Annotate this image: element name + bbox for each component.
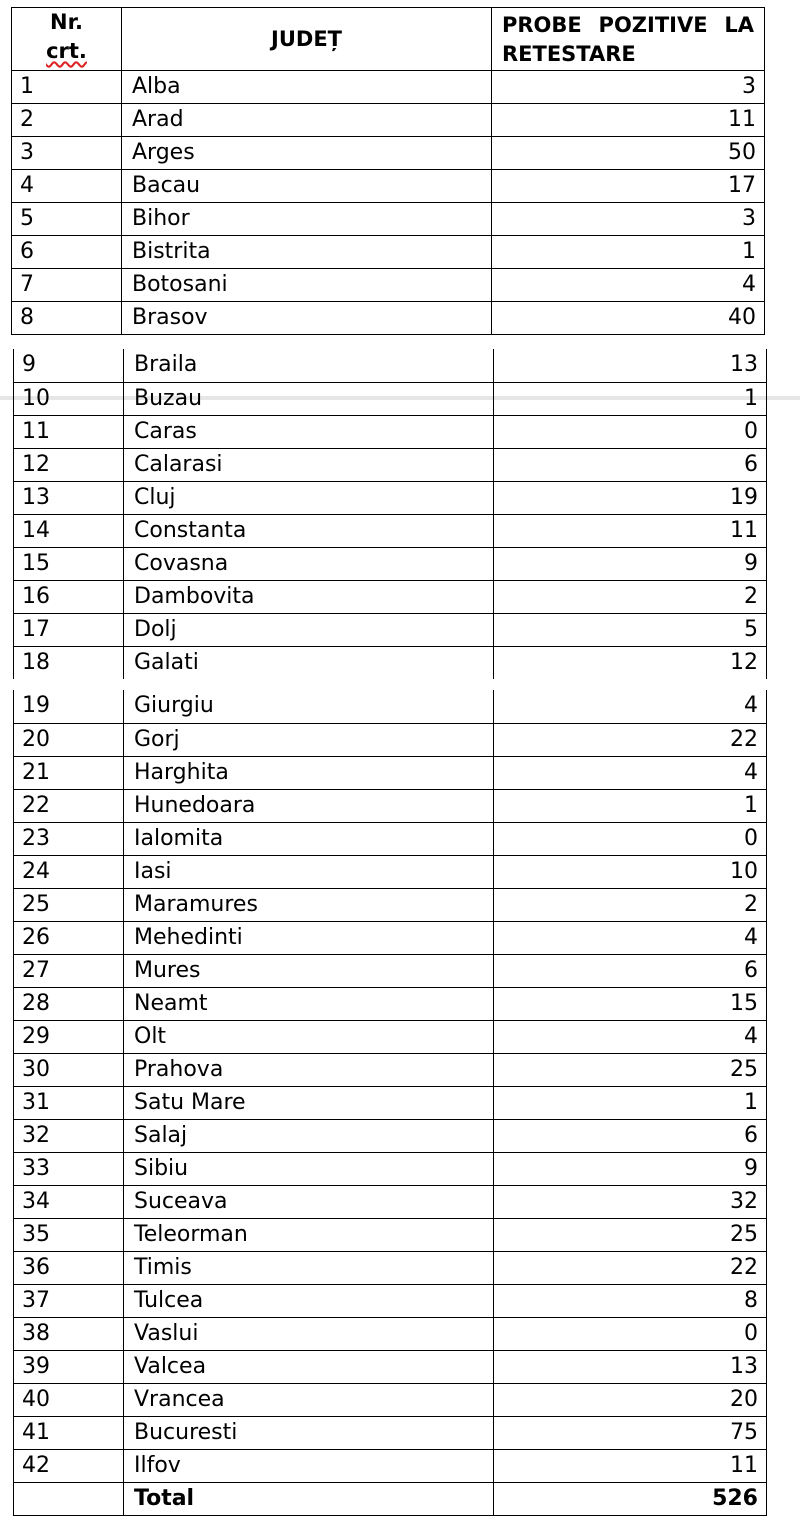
- table-row: [12, 302, 765, 335]
- row-probe-cell: 6: [494, 1119, 767, 1152]
- table-row: [14, 1119, 767, 1152]
- table-row: [14, 481, 767, 514]
- table-row: [14, 1020, 767, 1053]
- row-judet-cell: Satu Mare: [124, 1086, 494, 1119]
- table-row: [14, 987, 767, 1020]
- row-judet-cell: Neamt: [124, 987, 494, 1020]
- row-judet-cell: Salaj: [124, 1119, 494, 1152]
- table-row: [14, 1449, 767, 1482]
- row-probe-cell: 40: [492, 302, 765, 335]
- row-judet-cell: Vrancea: [124, 1383, 494, 1416]
- row-probe-cell: 10: [494, 855, 767, 888]
- table-row: [12, 104, 765, 137]
- row-judet-cell: Prahova: [124, 1053, 494, 1086]
- table-row: [14, 921, 767, 954]
- row-nr-cell: 5: [12, 203, 122, 236]
- row-nr-cell: 9: [14, 349, 124, 382]
- row-probe-cell: 13: [494, 349, 767, 382]
- row-nr-cell: 22: [14, 789, 124, 822]
- table-row: [14, 349, 767, 382]
- row-nr-cell: 11: [14, 415, 124, 448]
- row-nr-cell: 39: [14, 1350, 124, 1383]
- row-probe-cell: 9: [494, 547, 767, 580]
- row-judet-cell: Hunedoara: [124, 789, 494, 822]
- total-value: 526: [494, 1482, 767, 1515]
- table-row: [14, 1152, 767, 1185]
- row-nr-cell: 23: [14, 822, 124, 855]
- row-probe-cell: 15: [494, 987, 767, 1020]
- table-row: [14, 1251, 767, 1284]
- table-header-row: [12, 8, 765, 71]
- table-segment-3: [13, 690, 767, 1516]
- row-judet-cell: Sibiu: [124, 1152, 494, 1185]
- table-row: [14, 1383, 767, 1416]
- table-row: [14, 415, 767, 448]
- row-nr-cell: 31: [14, 1086, 124, 1119]
- table-row: [14, 382, 767, 415]
- row-probe-cell: 8: [494, 1284, 767, 1317]
- row-probe-cell: 11: [494, 1449, 767, 1482]
- row-probe-cell: 4: [494, 1020, 767, 1053]
- row-judet-cell: Dolj: [124, 613, 494, 646]
- row-judet-cell: Harghita: [124, 756, 494, 789]
- row-nr-cell: 28: [14, 987, 124, 1020]
- row-nr-cell: 3: [12, 137, 122, 170]
- table-row: [12, 269, 765, 302]
- row-judet-cell: Galati: [124, 646, 494, 679]
- row-nr-cell: 19: [14, 690, 124, 723]
- table-row: [14, 1317, 767, 1350]
- row-judet-cell: Calarasi: [124, 448, 494, 481]
- row-judet-cell: Teleorman: [124, 1218, 494, 1251]
- row-probe-cell: 22: [494, 723, 767, 756]
- row-nr-cell: 12: [14, 448, 124, 481]
- row-nr-cell: 6: [12, 236, 122, 269]
- row-nr-cell: 1: [12, 71, 122, 104]
- table-row: [12, 203, 765, 236]
- table-row: [14, 514, 767, 547]
- row-probe-cell: 19: [494, 481, 767, 514]
- total-nr-cell: [14, 1482, 124, 1515]
- row-probe-cell: 0: [494, 415, 767, 448]
- row-nr-cell: 24: [14, 855, 124, 888]
- table-row: [14, 1086, 767, 1119]
- row-judet-cell: Arad: [122, 104, 492, 137]
- row-probe-cell: 17: [492, 170, 765, 203]
- row-probe-cell: 1: [494, 1086, 767, 1119]
- row-nr-cell: 14: [14, 514, 124, 547]
- row-judet-cell: Bacau: [122, 170, 492, 203]
- table-row: [14, 547, 767, 580]
- row-nr-cell: 37: [14, 1284, 124, 1317]
- table-row: [14, 954, 767, 987]
- row-probe-cell: 50: [492, 137, 765, 170]
- row-nr-cell: 29: [14, 1020, 124, 1053]
- header-nr-line2: crt.: [46, 39, 87, 63]
- table-row: [14, 1185, 767, 1218]
- row-nr-cell: 4: [12, 170, 122, 203]
- row-probe-cell: 13: [494, 1350, 767, 1383]
- table-row: [14, 1350, 767, 1383]
- table-row: [12, 71, 765, 104]
- row-judet-cell: Cluj: [124, 481, 494, 514]
- row-probe-cell: 6: [494, 954, 767, 987]
- table-row: [14, 1053, 767, 1086]
- table-row: [12, 137, 765, 170]
- row-judet-cell: Suceava: [124, 1185, 494, 1218]
- table-row: [14, 855, 767, 888]
- row-judet-cell: Buzau: [124, 382, 494, 415]
- row-judet-cell: Bistrita: [122, 236, 492, 269]
- row-probe-cell: 9: [494, 1152, 767, 1185]
- row-probe-cell: 3: [492, 71, 765, 104]
- row-probe-cell: 75: [494, 1416, 767, 1449]
- row-probe-cell: 1: [494, 789, 767, 822]
- row-probe-cell: 2: [494, 888, 767, 921]
- row-probe-cell: 4: [494, 921, 767, 954]
- row-judet-cell: Mehedinti: [124, 921, 494, 954]
- row-judet-cell: Braila: [124, 349, 494, 382]
- table-row: [12, 170, 765, 203]
- row-judet-cell: Dambovita: [124, 580, 494, 613]
- row-nr-cell: 7: [12, 269, 122, 302]
- row-judet-cell: Ialomita: [124, 822, 494, 855]
- row-probe-cell: 1: [492, 236, 765, 269]
- row-judet-cell: Mures: [124, 954, 494, 987]
- row-nr-cell: 36: [14, 1251, 124, 1284]
- row-nr-cell: 16: [14, 580, 124, 613]
- row-nr-cell: 34: [14, 1185, 124, 1218]
- row-judet-cell: Covasna: [124, 547, 494, 580]
- table-segment-1: [11, 7, 765, 335]
- row-judet-cell: Valcea: [124, 1350, 494, 1383]
- table-row: [14, 1218, 767, 1251]
- row-nr-cell: 41: [14, 1416, 124, 1449]
- table-row: [14, 646, 767, 679]
- row-probe-cell: 25: [494, 1218, 767, 1251]
- row-probe-cell: 32: [494, 1185, 767, 1218]
- row-probe-cell: 12: [494, 646, 767, 679]
- row-probe-cell: 2: [494, 580, 767, 613]
- row-nr-cell: 30: [14, 1053, 124, 1086]
- row-nr-cell: 18: [14, 646, 124, 679]
- row-nr-cell: 21: [14, 756, 124, 789]
- row-probe-cell: 20: [494, 1383, 767, 1416]
- table-row: [14, 1284, 767, 1317]
- row-judet-cell: Iasi: [124, 855, 494, 888]
- row-probe-cell: 1: [494, 382, 767, 415]
- header-judet: JUDEȚ: [122, 8, 492, 71]
- table-segment-2: [13, 349, 767, 679]
- row-judet-cell: Timis: [124, 1251, 494, 1284]
- row-judet-cell: Maramures: [124, 888, 494, 921]
- row-probe-cell: 4: [494, 690, 767, 723]
- table-row: [14, 580, 767, 613]
- total-row: [14, 1482, 767, 1515]
- row-nr-cell: 35: [14, 1218, 124, 1251]
- table-row: [14, 888, 767, 921]
- row-probe-cell: 6: [494, 448, 767, 481]
- row-probe-cell: 0: [494, 1317, 767, 1350]
- table-row: [12, 236, 765, 269]
- table-row: [14, 613, 767, 646]
- row-judet-cell: Giurgiu: [124, 690, 494, 723]
- row-probe-cell: 4: [494, 756, 767, 789]
- row-nr-cell: 27: [14, 954, 124, 987]
- row-nr-cell: 13: [14, 481, 124, 514]
- row-probe-cell: 4: [492, 269, 765, 302]
- row-nr-cell: 38: [14, 1317, 124, 1350]
- table-row: [14, 690, 767, 723]
- row-probe-cell: 11: [494, 514, 767, 547]
- row-nr-cell: 15: [14, 547, 124, 580]
- table-row: [14, 756, 767, 789]
- row-nr-cell: 10: [14, 382, 124, 415]
- row-nr-cell: 33: [14, 1152, 124, 1185]
- row-judet-cell: Constanta: [124, 514, 494, 547]
- row-nr-cell: 8: [12, 302, 122, 335]
- row-judet-cell: Tulcea: [124, 1284, 494, 1317]
- row-nr-cell: 2: [12, 104, 122, 137]
- row-judet-cell: Olt: [124, 1020, 494, 1053]
- row-probe-cell: 0: [494, 822, 767, 855]
- table-row: [14, 448, 767, 481]
- row-nr-cell: 40: [14, 1383, 124, 1416]
- header-nr-crt: [12, 8, 122, 71]
- row-judet-cell: Ilfov: [124, 1449, 494, 1482]
- header-nr-line1: Nr.: [50, 10, 83, 34]
- row-judet-cell: Gorj: [124, 723, 494, 756]
- row-nr-cell: 32: [14, 1119, 124, 1152]
- table-row: [14, 723, 767, 756]
- header-probe-pozitive: PROBE POZITIVE LA RETESTARE: [492, 8, 765, 71]
- row-judet-cell: Bihor: [122, 203, 492, 236]
- row-judet-cell: Arges: [122, 137, 492, 170]
- row-probe-cell: 5: [494, 613, 767, 646]
- row-nr-cell: 20: [14, 723, 124, 756]
- row-judet-cell: Botosani: [122, 269, 492, 302]
- row-judet-cell: Bucuresti: [124, 1416, 494, 1449]
- row-judet-cell: Alba: [122, 71, 492, 104]
- row-probe-cell: 3: [492, 203, 765, 236]
- row-nr-cell: 17: [14, 613, 124, 646]
- row-nr-cell: 25: [14, 888, 124, 921]
- row-nr-cell: 42: [14, 1449, 124, 1482]
- row-judet-cell: Brasov: [122, 302, 492, 335]
- total-label: Total: [124, 1482, 494, 1515]
- row-probe-cell: 11: [492, 104, 765, 137]
- table-row: [14, 789, 767, 822]
- table-row: [14, 822, 767, 855]
- row-nr-cell: 26: [14, 921, 124, 954]
- row-judet-cell: Caras: [124, 415, 494, 448]
- row-judet-cell: Vaslui: [124, 1317, 494, 1350]
- row-probe-cell: 22: [494, 1251, 767, 1284]
- row-probe-cell: 25: [494, 1053, 767, 1086]
- table-row: [14, 1416, 767, 1449]
